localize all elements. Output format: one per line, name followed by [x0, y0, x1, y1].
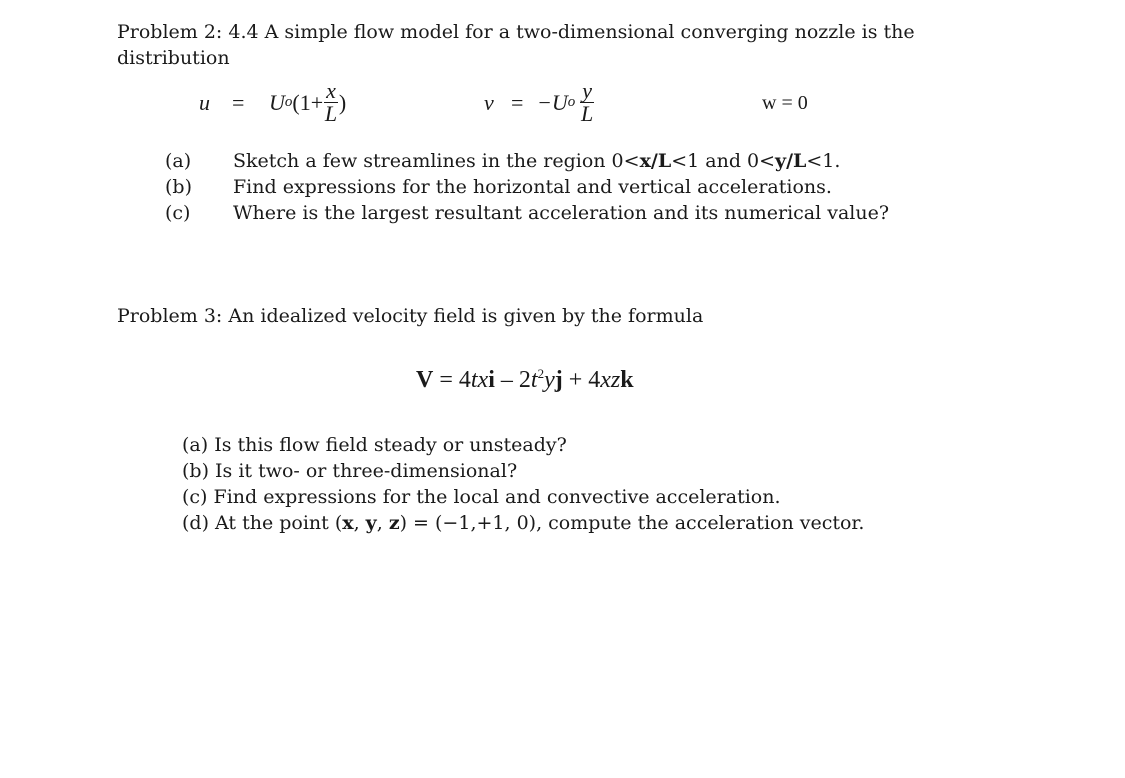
- formula-tx: tx: [470, 367, 489, 393]
- v-symbol: v: [484, 90, 494, 115]
- v-expression: [537, 80, 595, 125]
- u-coefficient: U: [269, 89, 285, 115]
- question-d: [182, 510, 864, 536]
- part-a-bold-y: y/L: [775, 150, 807, 172]
- formula-y: y: [544, 367, 555, 393]
- question-b: (b) Is it two- or three-dimensional?: [182, 460, 518, 482]
- part-a-post: <1.: [806, 150, 841, 172]
- question-d-comma-1: ,: [353, 512, 366, 534]
- question-d-x: x: [342, 512, 354, 534]
- u-symbol: u: [199, 90, 210, 115]
- question-c: (c) Find expressions for the local and convective acceleration.: [182, 486, 781, 508]
- question-d-post: ) = (−1,+1, 0), compute the acceleration vector.: [399, 512, 865, 534]
- part-b-text: Find expressions for the horizontal and vertical accelerations.: [233, 176, 832, 198]
- question-d-pre: (d) At the point (: [182, 512, 343, 534]
- v-fraction-numerator: y: [582, 78, 592, 103]
- problem-2-intro-line-2: distribution: [117, 47, 230, 69]
- question-d-z: z: [388, 512, 400, 534]
- formula-j: j: [554, 367, 563, 393]
- v-coefficient: −U: [537, 89, 568, 115]
- u-expression: [269, 80, 346, 125]
- v-equals: =: [511, 90, 524, 115]
- part-a-bold-x: x/L: [639, 150, 672, 172]
- w-equation: w = 0: [762, 92, 808, 114]
- u-open-paren: (1+: [292, 89, 324, 115]
- v-coefficient-subscript: o: [567, 94, 576, 110]
- u-equals: =: [232, 90, 245, 115]
- problem-3-intro: Problem 3: An idealized velocity field is given by the formula: [117, 305, 704, 327]
- part-a-text: [233, 148, 840, 174]
- part-a-pre: Sketch a few streamlines in the region 0<: [233, 150, 640, 172]
- formula-eq: = 4: [433, 367, 471, 393]
- formula-plus: + 4: [562, 367, 601, 393]
- part-c-text: Where is the largest resultant acceleration and its numerical value?: [233, 202, 890, 224]
- v-fraction-denominator: L: [580, 101, 594, 126]
- v-fraction: [580, 80, 594, 125]
- formula-k: k: [620, 367, 634, 393]
- part-b-label: (b): [165, 176, 192, 198]
- formula-exponent: 2: [537, 366, 545, 381]
- problem-2-intro-line-1: Problem 2: 4.4 A simple flow model for a two-dimensional converging nozzle is the: [117, 21, 915, 43]
- formula-i: i: [488, 367, 495, 393]
- part-c-label: (c): [165, 202, 191, 224]
- u-coefficient-subscript: o: [284, 94, 293, 110]
- formula-V: V: [416, 367, 434, 393]
- part-a-mid: <1 and 0<: [671, 150, 776, 172]
- u-fraction-numerator: x: [326, 78, 336, 103]
- formula-t: t: [530, 367, 538, 393]
- formula-minus: – 2: [494, 367, 531, 393]
- part-a-label: (a): [165, 150, 192, 172]
- u-fraction: [324, 80, 338, 125]
- velocity-formula: [416, 366, 634, 394]
- question-d-comma-2: ,: [376, 512, 389, 534]
- u-fraction-denominator: L: [324, 101, 338, 126]
- question-d-y: y: [365, 512, 377, 534]
- u-close-paren: ): [338, 89, 347, 115]
- formula-xz: xz: [600, 367, 621, 393]
- question-a: (a) Is this flow field steady or unsteady?: [182, 434, 567, 456]
